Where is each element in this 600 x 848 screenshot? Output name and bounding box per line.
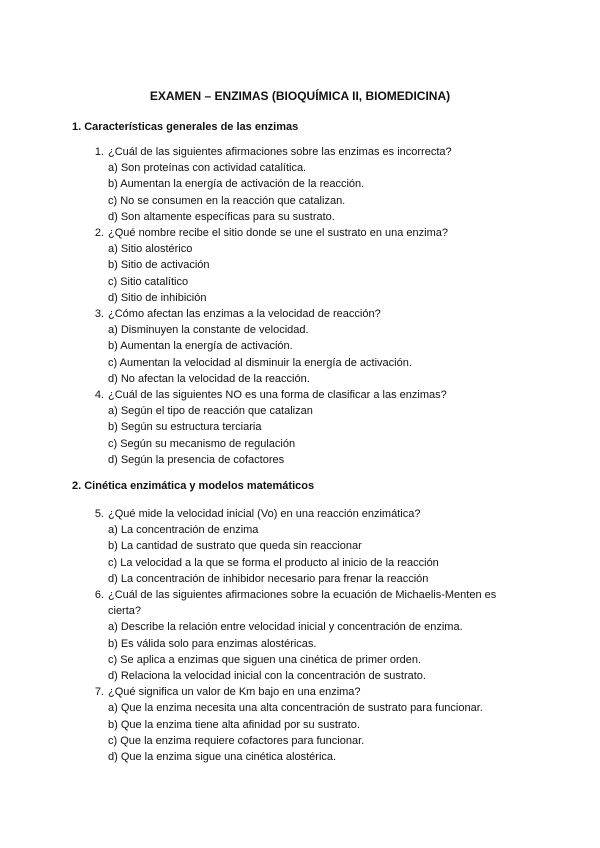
question-5 xyxy=(72,506,532,587)
question-text: ¿Cuál de las siguientes NO es una forma de clasificar a las enzimas? xyxy=(108,389,447,402)
question-text: ¿Qué nombre recibe el sitio donde se une el sustrato en una enzima? xyxy=(108,227,448,240)
question-number: 7. xyxy=(94,686,104,699)
option-c: c) No se consumen en la reacción que catalizan. xyxy=(108,194,346,207)
question-text: ¿Cuál de las siguientes afirmaciones sobre la ecuación de Michaelis-Menten es cierta? xyxy=(108,589,497,618)
option-d: d) Son altamente específicas para su sustrato. xyxy=(108,210,335,223)
question-list-1 xyxy=(72,144,532,468)
page-title: EXAMEN – ENZIMAS (BIOQUÍMICA II, BIOMEDICINA) xyxy=(149,89,451,103)
section-heading-2: 2. Cinética enzimática y modelos matemáticos xyxy=(72,480,315,492)
option-a: a) Según el tipo de reacción que catalizan xyxy=(108,405,313,418)
option-c: c) Se aplica a enzimas que siguen una cinética de primer orden. xyxy=(108,653,422,666)
option-d: d) Relaciona la velocidad inicial con la concentración de sustrato. xyxy=(108,670,426,683)
option-a: a) Sitio alostérico xyxy=(108,243,193,256)
option-c: c) La velocidad a la que se forma el producto al inicio de la reacción xyxy=(108,556,439,569)
option-a: a) Describe la relación entre velocidad inicial y concentración de enzima. xyxy=(108,621,463,634)
option-d: d) Sitio de inhibición xyxy=(108,291,207,304)
question-3 xyxy=(72,306,532,387)
question-number: 5. xyxy=(94,508,104,520)
option-c: c) Según su mecanismo de regulación xyxy=(108,437,296,450)
option-a: a) Que la enzima necesita una alta concentración de sustrato para funcionar. xyxy=(108,702,483,715)
option-c: c) Aumentan la velocidad al disminuir la energía de activación. xyxy=(108,356,412,369)
question-number: 2. xyxy=(94,227,104,240)
option-b: b) Aumentan la energía de activación. xyxy=(108,340,293,353)
option-d: d) Que la enzima sigue una cinética alostérica. xyxy=(108,751,337,764)
option-c: c) Que la enzima requiere cofactores para funcionar. xyxy=(108,734,365,747)
question-number: 3. xyxy=(94,308,104,321)
question-text: ¿Cómo afectan las enzimas a la velocidad de reacción? xyxy=(108,308,381,321)
question-list-2 xyxy=(72,506,532,765)
question-text: ¿Qué significa un valor de Km bajo en una enzima? xyxy=(108,686,361,699)
question-text: ¿Cuál de las siguientes afirmaciones sobre las enzimas es incorrecta? xyxy=(108,146,452,158)
option-b: b) Según su estructura terciaria xyxy=(108,421,262,434)
option-b: b) Que la enzima tiene alta afinidad por su sustrato. xyxy=(108,718,360,731)
question-text: ¿Qué mide la velocidad inicial (Vo) en una reacción enzimática? xyxy=(108,508,421,520)
option-c: c) Sitio catalítico xyxy=(108,275,189,288)
option-a: a) La concentración de enzima xyxy=(108,524,259,537)
question-2 xyxy=(72,225,532,306)
option-b: b) Sitio de activación xyxy=(108,259,210,272)
question-number: 4. xyxy=(94,389,104,402)
question-7 xyxy=(72,684,532,765)
section-heading-1: 1. Características generales de las enzimas xyxy=(72,121,299,133)
option-b: b) Es válida solo para enzimas alostéricas. xyxy=(108,637,317,650)
question-1 xyxy=(72,144,532,225)
question-4 xyxy=(72,387,532,468)
question-number: 1. xyxy=(94,146,104,158)
question-6 xyxy=(72,587,532,684)
option-a: a) Son proteínas con actividad catalítica. xyxy=(108,162,307,175)
option-d: d) La concentración de inhibidor necesario para frenar la reacción xyxy=(108,572,429,585)
option-b: b) Aumentan la energía de activación de la reacción. xyxy=(108,178,365,191)
option-a: a) Disminuyen la constante de velocidad. xyxy=(108,324,309,337)
option-d: d) Según la presencia de cofactores xyxy=(108,453,285,466)
question-number: 6. xyxy=(94,589,104,602)
option-b: b) La cantidad de sustrato que queda sin reaccionar xyxy=(108,540,362,553)
option-d: d) No afectan la velocidad de la reacción. xyxy=(108,372,310,385)
